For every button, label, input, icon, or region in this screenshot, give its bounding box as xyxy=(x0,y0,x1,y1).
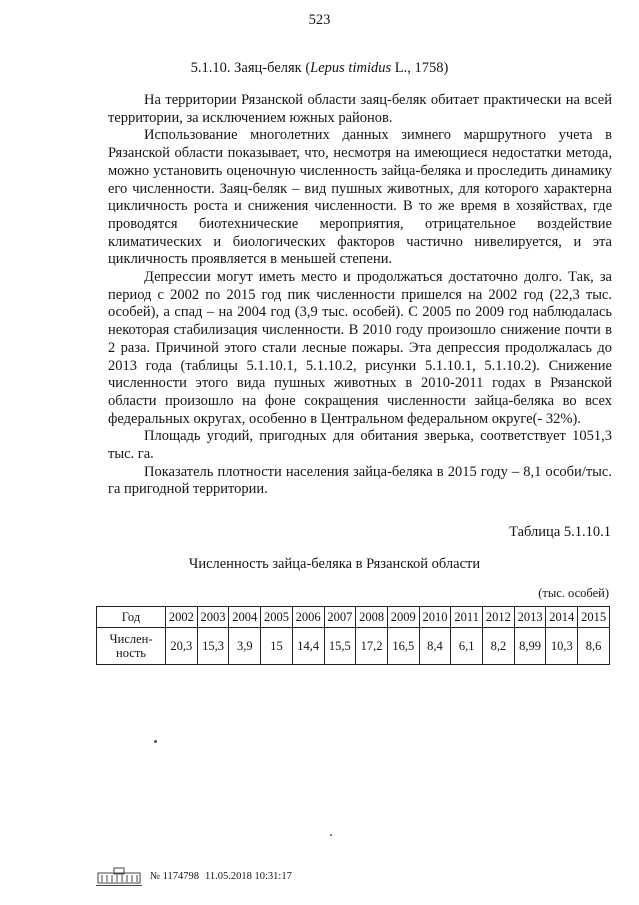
value-cell: 8,4 xyxy=(419,628,451,665)
year-cell: 2010 xyxy=(419,607,451,628)
year-cell: 2005 xyxy=(261,607,293,628)
paragraph: На территории Рязанской области заяц-беляк обитает практически на всей территории, за исключением южных районов. xyxy=(108,92,612,126)
table-unit-note: (тыс. особей) xyxy=(538,586,609,600)
table-row-values xyxy=(97,628,610,665)
value-cell: 3,9 xyxy=(229,628,261,665)
value-cell: 20,3 xyxy=(166,628,198,665)
value-cell: 10,3 xyxy=(546,628,578,665)
section-heading xyxy=(0,60,639,77)
table-caption: Численность зайца-беляка в Рязанской области xyxy=(188,556,481,572)
registry-logo-icon xyxy=(96,867,142,886)
year-cell: 2011 xyxy=(451,607,483,628)
document-number: № 1174798 xyxy=(150,870,200,882)
paragraph: Площадь угодий, пригодных для обитания зверька, соответствует 1051,3 тыс. га. xyxy=(108,428,612,463)
year-cell: 2015 xyxy=(578,607,610,628)
scan-speck xyxy=(330,834,332,836)
table-row-years xyxy=(97,607,610,628)
year-cell: 2009 xyxy=(387,607,419,628)
year-cell: 2008 xyxy=(356,607,388,628)
year-cell: 2004 xyxy=(229,607,261,628)
value-header: Числен-ность xyxy=(97,628,166,665)
year-cell: 2013 xyxy=(514,607,546,628)
table-label: Таблица 5.1.10.1 xyxy=(509,524,611,540)
year-cell: 2007 xyxy=(324,607,356,628)
document-timestamp: 11.05.2018 10:31:17 xyxy=(205,870,292,882)
heading-prefix: 5.1.10. Заяц-беляк ( xyxy=(190,60,311,76)
year-cell: 2014 xyxy=(546,607,578,628)
page-number: 523 xyxy=(308,12,331,28)
population-table xyxy=(96,606,610,665)
value-cell: 8,2 xyxy=(483,628,515,665)
year-cell: 2006 xyxy=(292,607,324,628)
value-cell: 15 xyxy=(261,628,293,665)
value-cell: 6,1 xyxy=(451,628,483,665)
value-cell: 8,6 xyxy=(578,628,610,665)
value-cell: 15,5 xyxy=(324,628,356,665)
heading-latin-name: Lepus timidus xyxy=(310,60,392,76)
year-cell: 2002 xyxy=(166,607,198,628)
paragraph: Показатель плотности населения зайца-беляка в 2015 году – 8,1 особи/тыс. га пригодной территории. xyxy=(108,463,612,498)
value-cell: 17,2 xyxy=(356,628,388,665)
paragraph: Депрессии могут иметь место и продолжаться достаточно долго. Так, за период с 2002 по 2015 год пик численности пришелся на 2002 год (22,3 тыс. особей), а спад – на 2004 год (3,9 тыс. особей). С 2005 по 2009 год наблюдалась некоторая стабилизация численности. В 2010 году произошло снижение почти в 2 раза. Причиной этого стали лесные пожары. Эта депрессия продолжалась до 2013 года (таблицы 5.1.10.1, 5.1.10.2, рисунки 5.1.10.1, 5.1.10.2). Снижение численности этого вида пушных животных в 2010-2011 годах в Рязанской области произошло на фоне сокращения численности зайца-беляка во всех федеральных округах, особенно в Центральном федеральном округе(- 32%). xyxy=(108,269,612,427)
year-header: Год xyxy=(97,607,166,628)
value-cell: 8,99 xyxy=(514,628,546,665)
paragraph: Использование многолетних данных зимнего маршрутного учета в Рязанской области показывает, что, несмотря на имеющиеся недостатки метода, можно установить оценочную численность зайца-беляка и проследить динамику его численности. Заяц-беляк – вид пушных животных, для которого характерна цикличность роста и снижения численности. В то же время в хозяйствах, где проводятся биотехнические мероприятия, отрицательное воздействие климатических и биологических факторов частично нивелируется, и эта цикличность проявляется в меньшей степени. xyxy=(108,127,612,268)
value-cell: 15,3 xyxy=(197,628,229,665)
heading-suffix: L., 1758) xyxy=(391,60,449,76)
document-footer xyxy=(96,864,292,888)
scan-speck xyxy=(154,740,157,743)
value-cell: 16,5 xyxy=(387,628,419,665)
year-cell: 2003 xyxy=(197,607,229,628)
body-text xyxy=(108,92,612,499)
value-cell: 14,4 xyxy=(292,628,324,665)
year-cell: 2012 xyxy=(483,607,515,628)
